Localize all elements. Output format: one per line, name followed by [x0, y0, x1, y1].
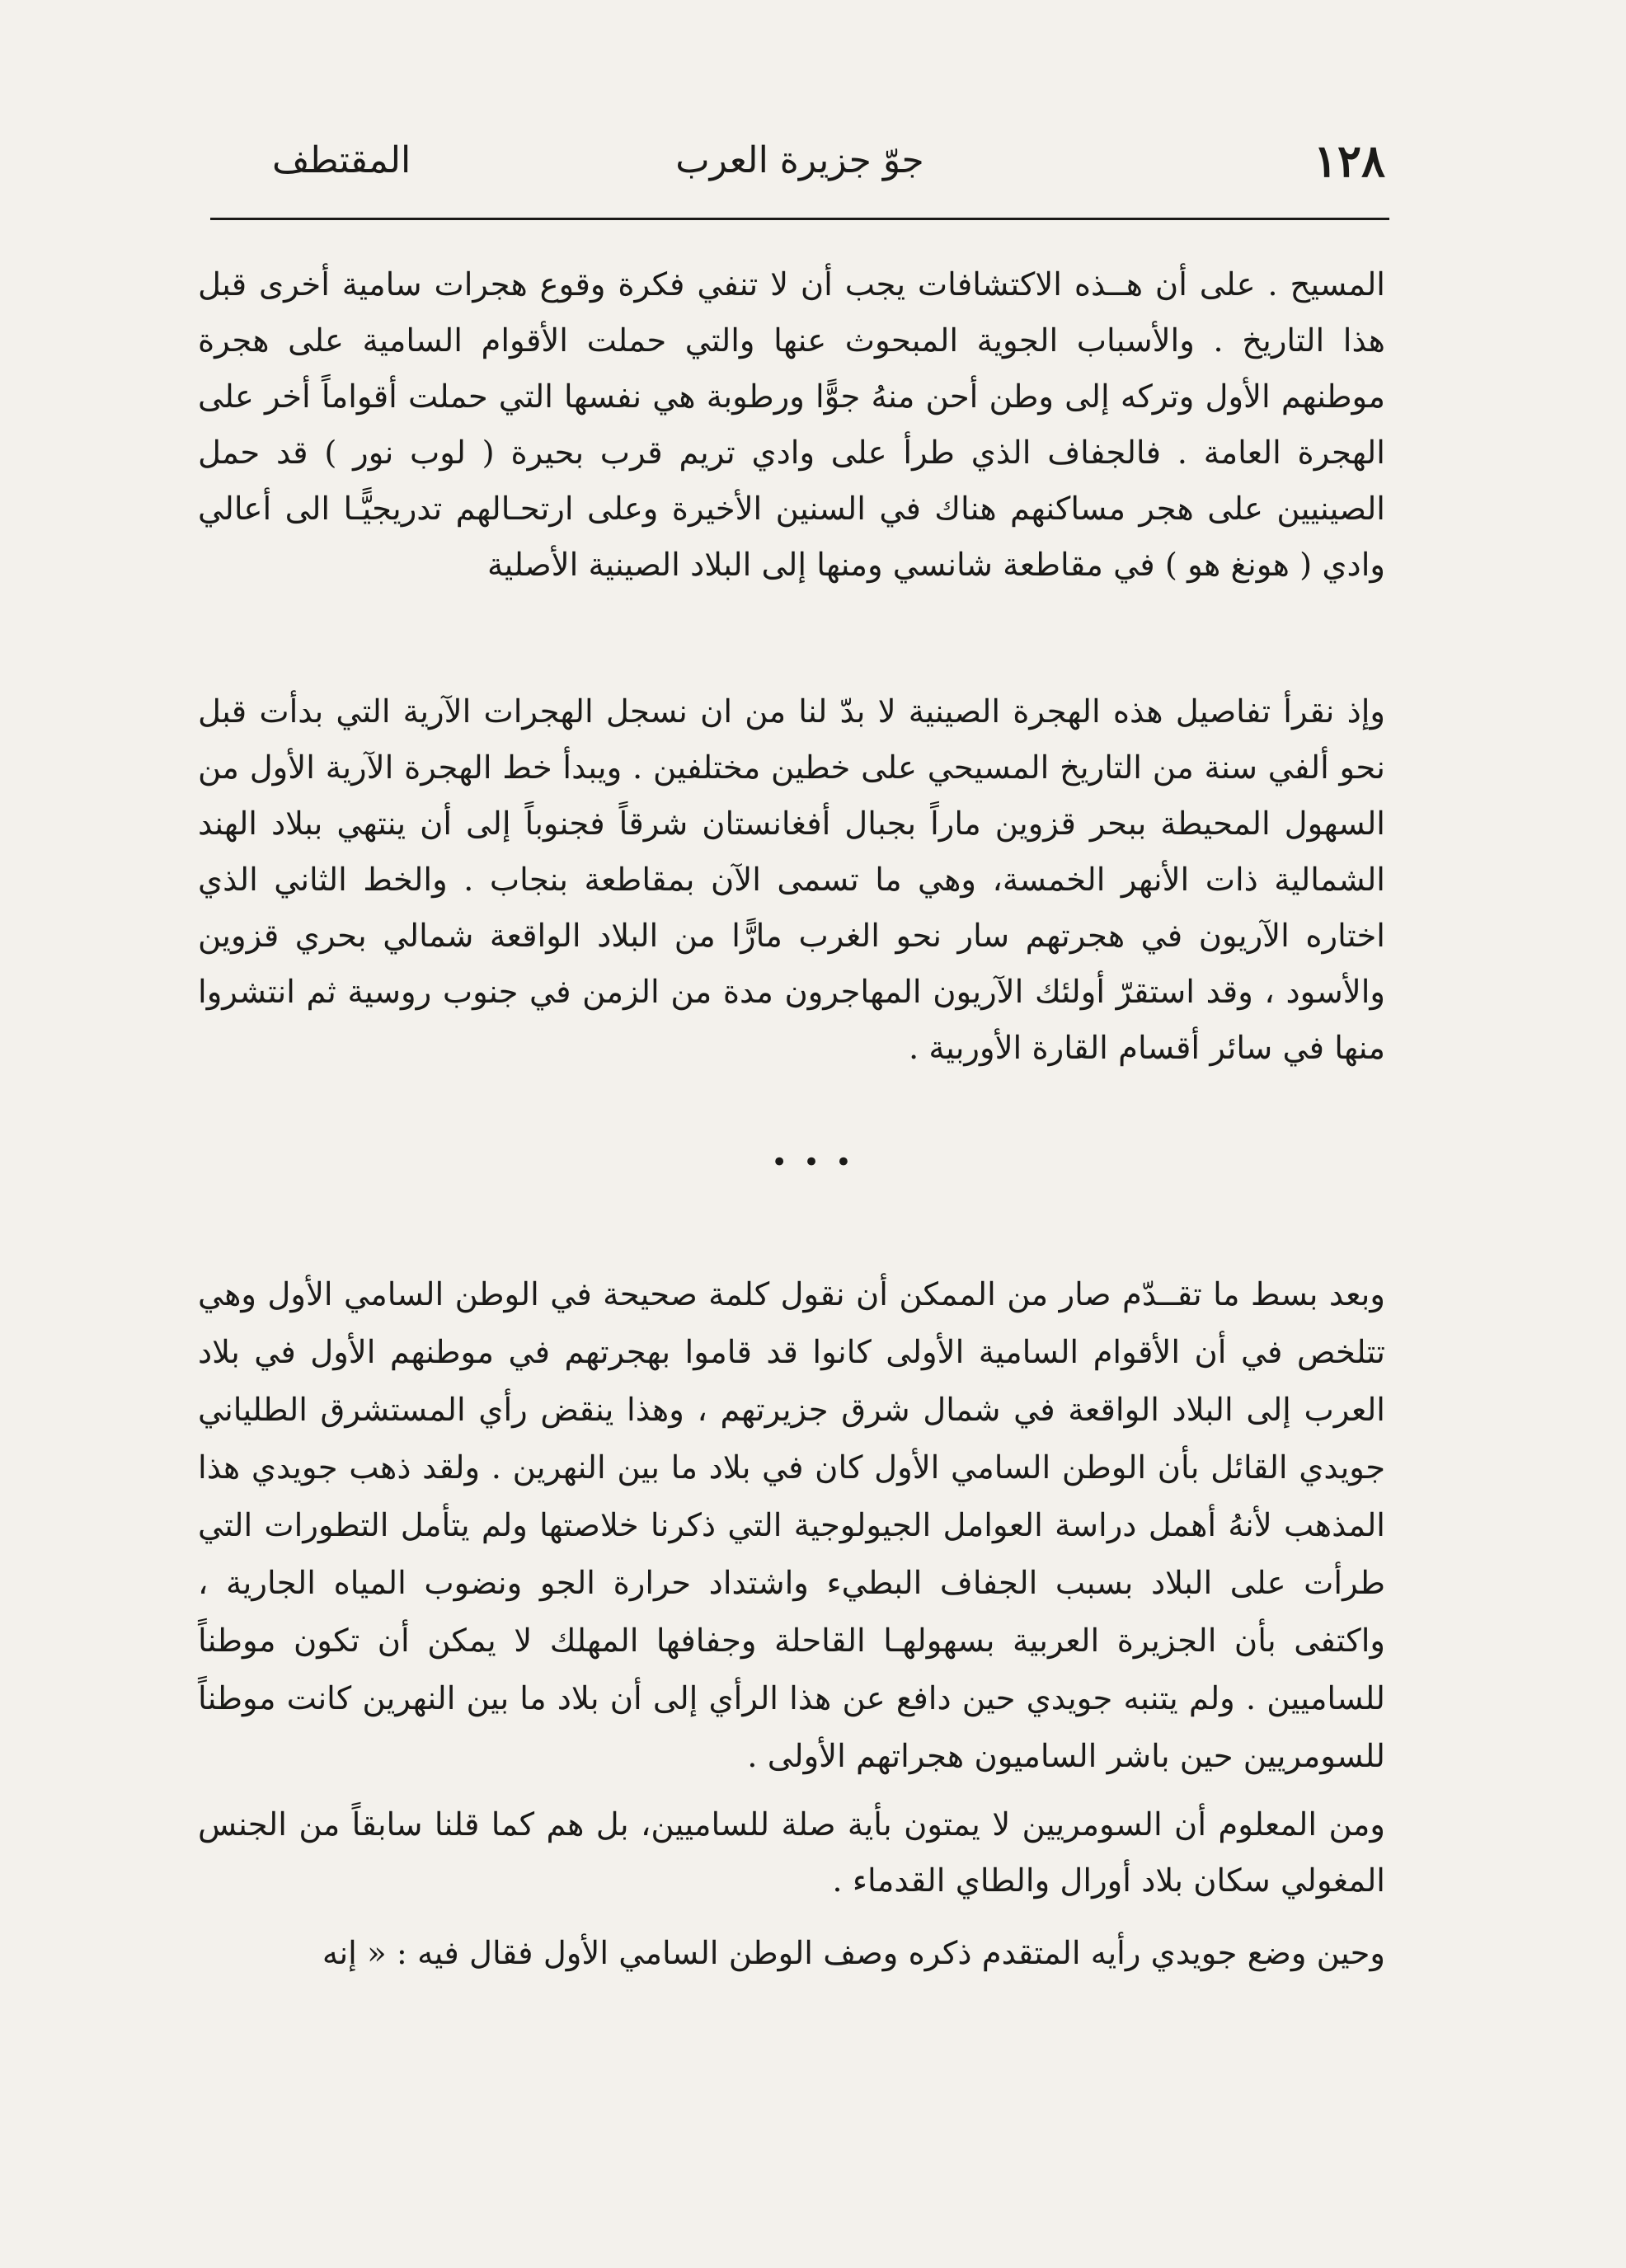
journal-name: المقتطف — [272, 139, 411, 181]
page-header — [214, 132, 1385, 190]
paragraph-3: وبعد بسط ما تقــدّم صار من الممكن أن نقول كلمة صحيحة في الوطن السامي الأول وهي تتلخص في أن الأقوام السامية الأولى كانوا قد قاموا بهجرتهم في موطنهم الأول في بلاد العرب إلى البلاد الواقعة في شمال شرق جزيرتهم ، وهذا ينقض رأي المستشرق الطلياني جويدي القائل بأن الوطن السامي الأول كان في بلاد ما بين النهرين . ولقد ذهب جويدي هذا المذهب لأنهُ أهمل دراسة العوامل الجيولوجية التي ذكرنا خلاصتها ولم يتأمل التطورات التي طرأت على البلاد بسبب الجفاف البطيء واشتداد حرارة الجو ونضوب المياه الجارية ، واكتفى بأن الجزيرة العربية بسهولهـا القاحلة وجفافها المهلك لا يمكن أن تكون موطناً للساميين . ولم يتنبه جويدي حين دافع عن هذا الرأي إلى أن بلاد ما بين النهرين كانت موطناً للسومريين حين باشر الساميون هجراتهم الأولى . — [198, 1276, 1385, 1775]
paragraph-4: ومن المعلوم أن السومريين لا يمتون بأية صلة للساميين، بل هم كما قلنا سابقاً من الجنس المغولي سكان بلاد أورال والطاي القدماء . — [198, 1806, 1385, 1899]
section-separator: • • • — [771, 1146, 855, 1179]
paragraph-5: وحين وضع جويدي رأيه المتقدم ذكره وصف الوطن السامي الأول فقال فيه : « إنه — [322, 1935, 1385, 1972]
header-divider — [210, 218, 1389, 220]
page-number: ١٢٨ — [1313, 134, 1385, 187]
running-title: جوّ جزيرة العرب — [675, 139, 924, 181]
paragraph-1: المسيح . على أن هــذه الاكتشافات يجب أن لا تنفي فكرة وقوع هجرات سامية أخرى قبل هذا التاريخ . والأسباب الجوية المبحوث عنها والتي حملت الأقوام السامية على هجرة موطنهم الأول وتركه إلى وطن أحن منهُ جوًّا ورطوبة هي نفسها التي حملت أقواماً أخر على الهجرة العامة . فالجفاف الذي طرأ على وادي تريم قرب بحيرة ( لوب نور ) قد حمل الصينيين على هجر مساكنهم هناك في السنين الأخيرة وعلى ارتحـالهم تدريجيًّـا الى أعالي وادي ( هونغ هو ) في مقاطعة شانسي ومنها إلى البلاد الصينية الأصلية — [198, 266, 1385, 584]
paragraph-2: وإذ نقرأ تفاصيل هذه الهجرة الصينية لا بدّ لنا من ان نسجل الهجرات الآرية التي بدأت قبل نحو ألفي سنة من التاريخ المسيحي على خطين مختلفين . ويبدأ خط الهجرة الآرية الأول من السهول المحيطة ببحر قزوين ماراً بجبال أفغانستان شرقاً فجنوباً إلى أن ينتهي ببلاد الهند الشمالية ذات الأنهر الخمسة، وهي ما تسمى الآن بمقاطعة بنجاب . والخط الثاني الذي اختاره الآريون في هجرتهم سار نحو الغرب مارًّا من البلاد الواقعة شمالي بحري قزوين والأسود ، وقد استقرّ أولئك الآريون المهاجرون مدة من الزمن في جنوب روسية ثم انتشروا منها في سائر أقسام القارة الأوربية . — [198, 693, 1385, 1067]
